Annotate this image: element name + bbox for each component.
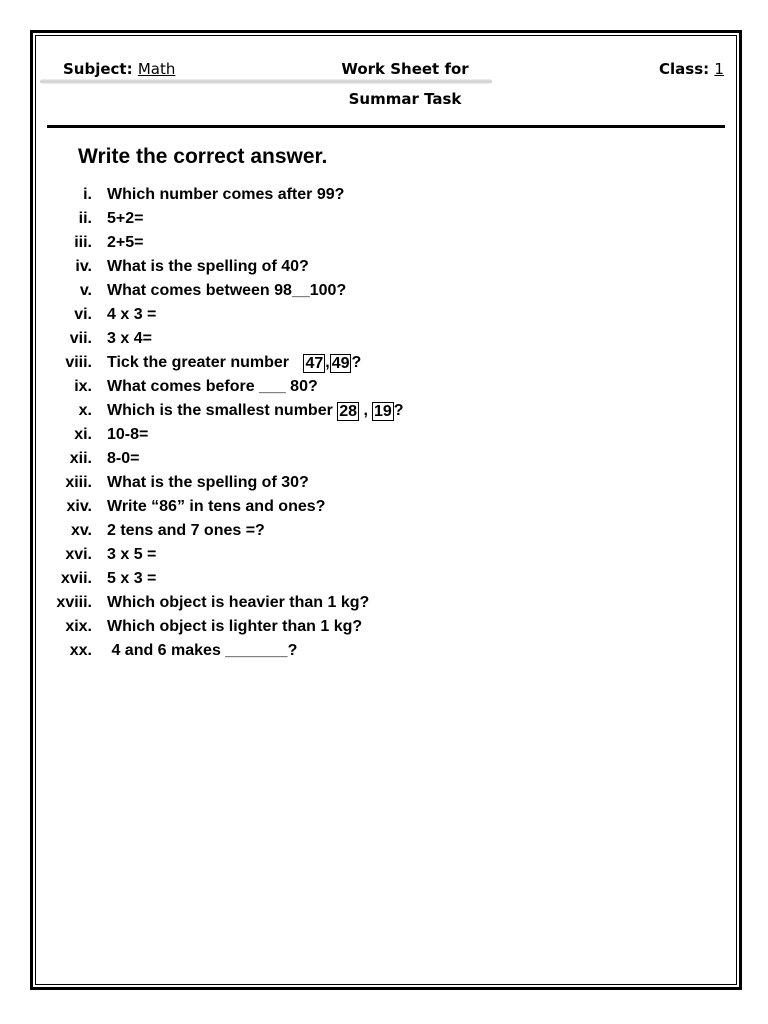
- question-number: xv.: [70, 522, 92, 539]
- question-number: ix.: [74, 378, 92, 395]
- question-number: ii.: [78, 210, 92, 227]
- option-separator: ,: [325, 354, 330, 371]
- question-item: [40, 231, 600, 255]
- question-text: 5 x 3 =: [107, 570, 157, 587]
- class-value: 1: [714, 60, 724, 78]
- question-text: 3 x 5 =: [107, 546, 157, 563]
- subject-label: Subject: [63, 60, 127, 78]
- question-item: [40, 471, 600, 495]
- question-item: [40, 375, 600, 399]
- question-number: iv.: [75, 258, 92, 275]
- instruction-heading: Write the correct answer.: [78, 145, 328, 168]
- title-line-1: Work Sheet for: [341, 60, 469, 78]
- question-number: xvii.: [60, 570, 92, 587]
- question-item: [40, 591, 600, 615]
- question-text: 3 x 4=: [107, 330, 152, 347]
- question-number: viii.: [65, 354, 92, 371]
- question-text: Which number comes after 99?: [107, 186, 345, 203]
- number-option-box[interactable]: 47: [305, 354, 324, 372]
- question-item: [40, 351, 600, 375]
- question-end: ?: [351, 354, 362, 371]
- question-number: vi.: [74, 306, 92, 323]
- question-number: xiv.: [66, 498, 92, 515]
- header-divider: [47, 125, 725, 128]
- question-item: [40, 543, 600, 567]
- question-text: Write “86” in tens and ones?: [107, 498, 326, 515]
- question-item: [40, 279, 600, 303]
- class-label: Class:: [659, 60, 715, 78]
- question-number: xix.: [65, 618, 92, 635]
- worksheet-title: [300, 60, 510, 120]
- question-item: [40, 495, 600, 519]
- number-option-box[interactable]: 28: [339, 402, 358, 420]
- question-text: What comes between 98__100?: [107, 282, 347, 299]
- question-text: What comes before ___ 80?: [107, 378, 318, 395]
- question-item: [40, 399, 600, 423]
- question-text: What is the spelling of 30?: [107, 474, 309, 491]
- question-number: xx.: [69, 642, 92, 659]
- question-number: vii.: [69, 330, 92, 347]
- question-number: xii.: [69, 450, 92, 467]
- question-item: [40, 207, 600, 231]
- question-item: [40, 423, 600, 447]
- question-item: [40, 255, 600, 279]
- question-item: [40, 183, 600, 207]
- question-text: 2+5=: [107, 234, 144, 251]
- option-separator: ,: [359, 402, 368, 419]
- subject-value: Math: [137, 60, 176, 78]
- question-number: iii.: [74, 234, 92, 251]
- question-text: 4 and 6 makes _______?: [107, 642, 298, 659]
- question-item: [40, 639, 600, 663]
- question-item: [40, 519, 600, 543]
- question-text: 4 x 3 =: [107, 306, 157, 323]
- class-field: [659, 60, 724, 78]
- question-item: [40, 327, 600, 351]
- question-item: [40, 615, 600, 639]
- question-number: x.: [78, 402, 92, 419]
- question-list: [40, 183, 600, 663]
- subject-separator: :: [126, 60, 138, 78]
- number-option-box[interactable]: 49: [331, 354, 350, 372]
- question-item: [40, 303, 600, 327]
- question-text: 10-8=: [107, 426, 149, 443]
- question-text: Which object is lighter than 1 kg?: [107, 618, 363, 635]
- question-item: [40, 447, 600, 471]
- question-number: i.: [83, 186, 92, 203]
- question-number: xvi.: [65, 546, 92, 563]
- question-number: xiii.: [65, 474, 92, 491]
- question-text: 2 tens and 7 ones =?: [107, 522, 265, 539]
- question-number: xi.: [74, 426, 92, 443]
- question-item: [40, 567, 600, 591]
- question-number: v.: [79, 282, 92, 299]
- subject-field: [63, 60, 175, 78]
- question-text: 5+2=: [107, 210, 144, 227]
- question-number: xviii.: [56, 594, 92, 611]
- number-option-box[interactable]: 19: [373, 402, 392, 420]
- question-text: Which object is heavier than 1 kg?: [107, 594, 370, 611]
- question-end: ?: [393, 402, 404, 419]
- question-text: 8-0=: [107, 450, 140, 467]
- question-text: Tick the greater number: [107, 354, 294, 371]
- title-line-2: Summar Task: [348, 90, 462, 108]
- question-text: Which is the smallest number: [107, 402, 338, 419]
- question-text: What is the spelling of 40?: [107, 258, 309, 275]
